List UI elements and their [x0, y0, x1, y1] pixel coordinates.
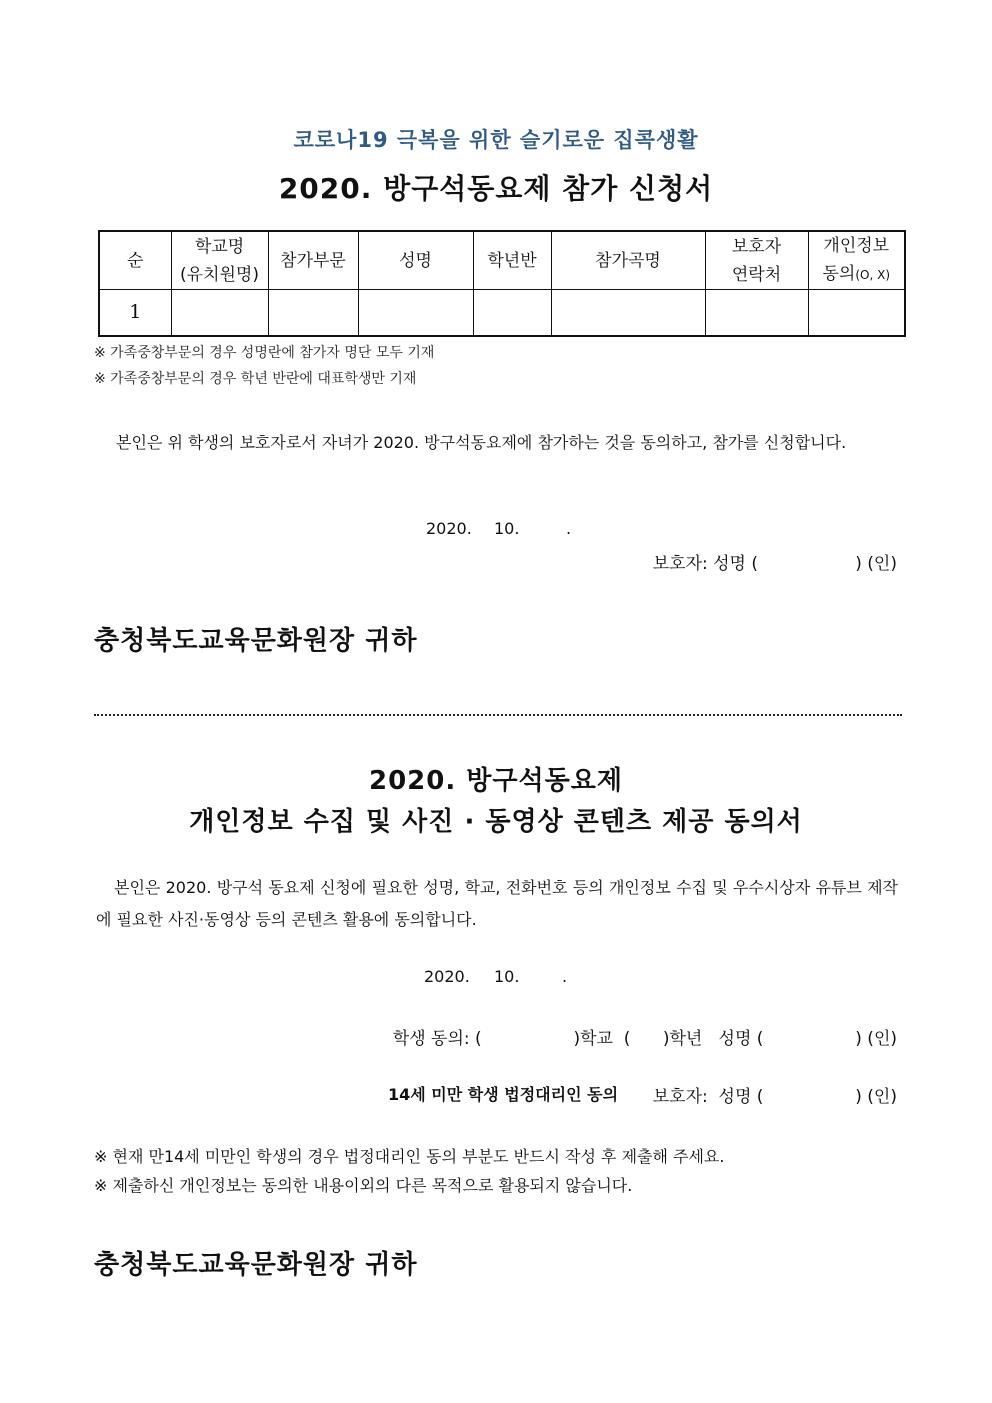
consent-title-line2: 개인정보 수집 및 사진 · 동영상 콘텐츠 제공 동의서: [189, 807, 803, 837]
consent-date-year: 2020.: [424, 967, 470, 986]
header-school-line1: 학교명: [194, 236, 245, 257]
consent-date-month: 10.: [494, 967, 520, 986]
header-guardian-line2: 연락처: [731, 264, 782, 285]
note-1: ※ 가족중창부문의 경우 성명란에 참가자 명단 모두 기재: [94, 345, 435, 361]
table-row: [99, 290, 905, 336]
cell-grade[interactable]: [473, 290, 551, 336]
consent-title-line1: 2020. 방구석동요제: [369, 766, 623, 796]
date-year: 2020.: [426, 519, 472, 538]
form-subtitle: 코로나19 극복을 위한 슬기로운 집콕생활: [293, 128, 699, 152]
cell-name[interactable]: [358, 290, 473, 336]
consent-recipient: 충청북도교육문화원장 귀하: [94, 1250, 418, 1280]
legal-representative-label: 14세 미만 학생 법정대리인 동의: [388, 1085, 619, 1104]
cell-song[interactable]: [551, 290, 705, 336]
consent-statement: 본인은 2020. 방구석 동요제 신청에 필요한 성명, 학교, 전화번호 등의 개인정보 수집 및 우수시상자 유튜브 제작에 필요한 사진·동영상 등의 콘텐츠 활용에 동의합니다.: [96, 878, 898, 929]
applicant-statement: 본인은 위 학생의 보호자로서 자녀가 2020. 방구석동요제에 참가하는 것을 동의하고, 참가를 신청합니다.: [116, 433, 847, 452]
consent-note-2: ※ 제출하신 개인정보는 동의한 내용이외의 다른 목적으로 활용되지 않습니다.: [94, 1176, 633, 1195]
legal-representative-signature: 보호자: 성명 ( ) (인): [652, 1087, 897, 1107]
application-table: [98, 230, 906, 337]
row-num: 1: [99, 290, 171, 336]
student-consent-line: 학생 동의: ( )학교 ( )학년 성명 ( ) (인): [392, 1029, 897, 1049]
header-num: 순: [99, 231, 171, 290]
recipient: 충청북도교육문화원장 귀하: [94, 626, 418, 656]
consent-date-day-dot: .: [562, 967, 568, 986]
date-month: 10.: [494, 519, 520, 538]
header-consent-line1: 개인정보: [823, 236, 890, 256]
guardian-signature: 보호자: 성명 ( ) (인): [652, 554, 897, 574]
header-song: 참가곡명: [551, 231, 705, 290]
cell-guardian[interactable]: [705, 290, 808, 336]
header-school: [171, 231, 268, 290]
note-2: ※ 가족중창부문의 경우 학년 반란에 대표학생만 기재: [94, 371, 417, 387]
header-consent-line2-wrap: [809, 260, 905, 289]
header-consent: [808, 231, 905, 290]
header-consent-ox: (O, X): [855, 268, 891, 282]
cell-category[interactable]: [268, 290, 358, 336]
header-school-line2: (유치원명): [180, 264, 259, 285]
cell-school[interactable]: [171, 290, 268, 336]
consent-note-1: ※ 현재 만14세 미만인 학생의 경우 법정대리인 동의 부분도 반드시 작성 후 제출해 주세요.: [94, 1147, 725, 1166]
date-day-dot: .: [566, 519, 572, 538]
header-guardian: [705, 231, 808, 290]
table-header-row: [99, 231, 905, 290]
header-guardian-line1: 보호자: [731, 236, 782, 257]
form-title: 2020. 방구석동요제 참가 신청서: [278, 172, 714, 205]
cell-consent[interactable]: [808, 290, 905, 336]
header-grade: 학년반: [473, 231, 551, 290]
cut-line: [94, 714, 902, 716]
header-name: 성명: [358, 231, 473, 290]
header-category: 참가부문: [268, 231, 358, 290]
header-consent-line2: 동의: [822, 264, 856, 284]
